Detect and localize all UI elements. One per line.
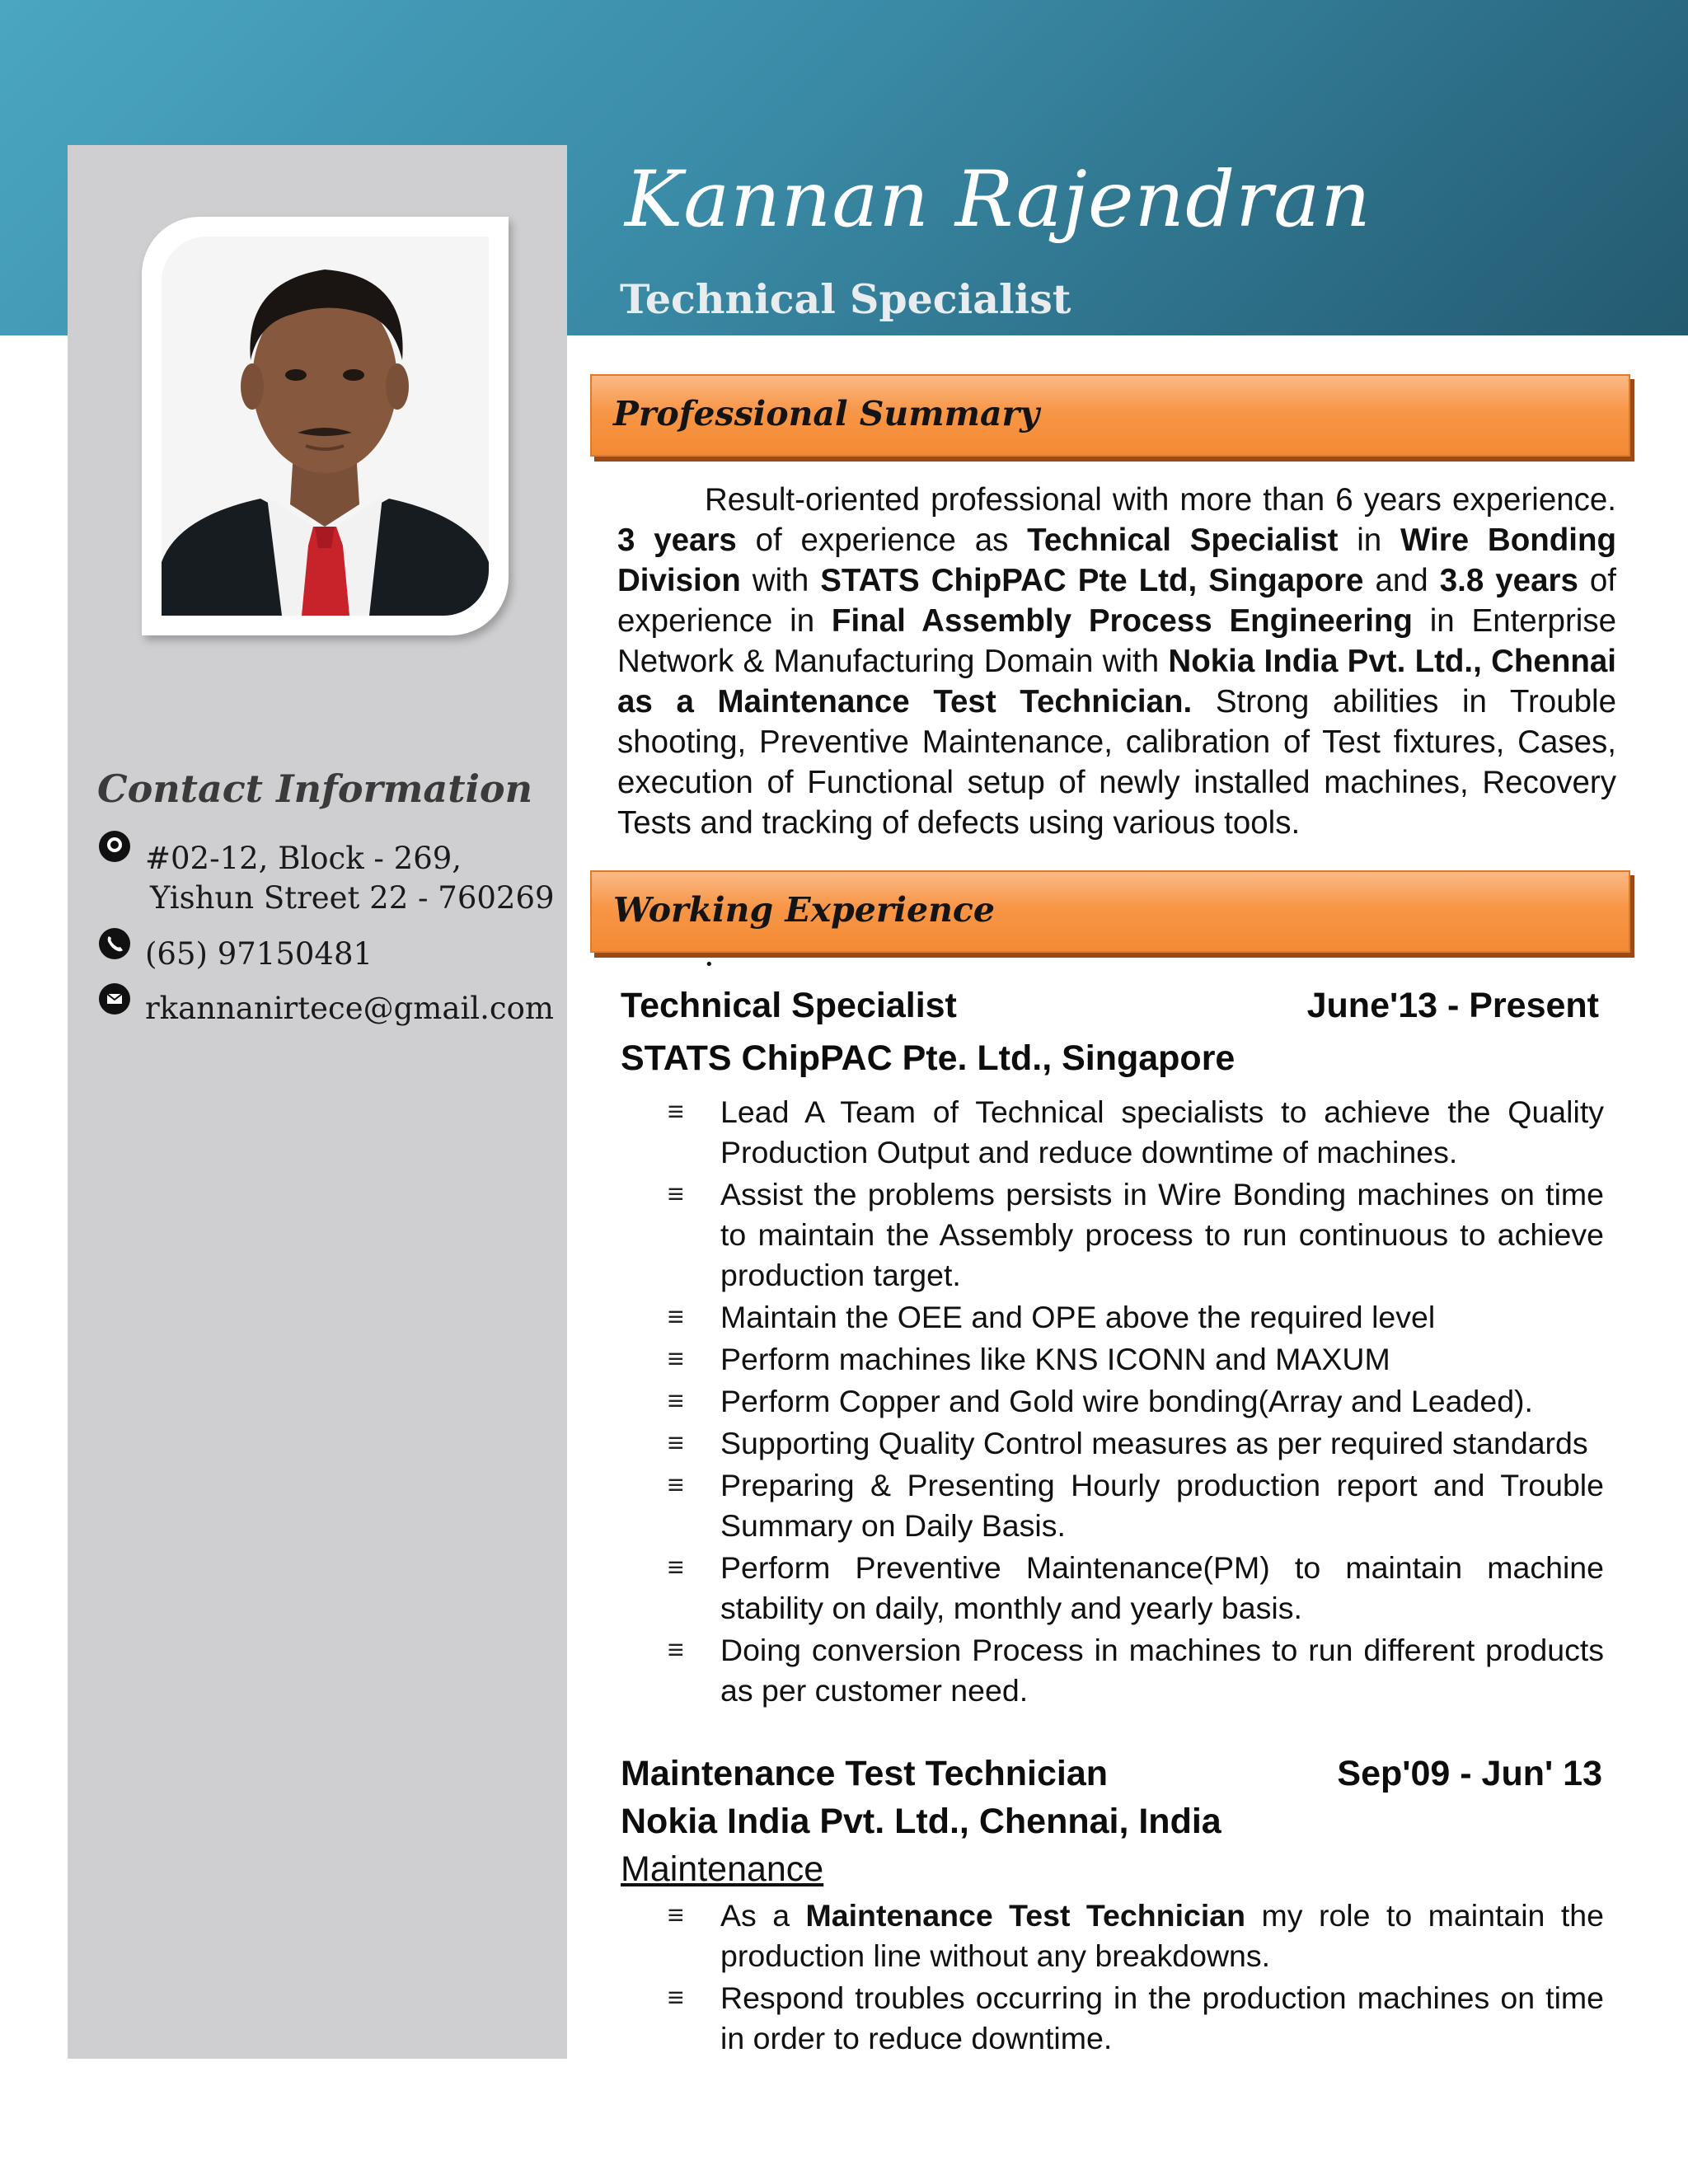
job-1-company: STATS ChipPAC Pte. Ltd., Singapore: [621, 1038, 1236, 1078]
job-1-date: June'13 - Present: [1306, 986, 1599, 1025]
bullet-icon: ≡: [668, 1427, 684, 1459]
summary-paragraph: [617, 480, 1616, 843]
list-item: ≡ Perform machines like KNS ICONN and MAXUM: [668, 1339, 1604, 1380]
job-1-responsibilities: [668, 1092, 1604, 1713]
summary-bold: Final Assembly Process Engineering: [831, 603, 1413, 639]
list-item: ≡ Supporting Quality Control measures as per required standards: [668, 1423, 1604, 1464]
address-line-2: Yishun Street 22 - 760269: [150, 880, 555, 916]
summary-bold: 3.8 years: [1439, 563, 1578, 598]
summary-bold: 3 years: [617, 523, 737, 558]
email-address: rkannanirtece@gmail.com: [145, 991, 554, 1026]
bullet-icon: ≡: [668, 1343, 684, 1375]
email-icon: [99, 983, 130, 1015]
bullet-icon: ≡: [668, 1385, 684, 1417]
job-2-title: Maintenance Test Technician: [621, 1754, 1108, 1793]
portrait-illustration: [162, 237, 489, 616]
list-item: ≡ Preparing & Presenting Hourly production report and Trouble Summary on Daily Basis.: [668, 1465, 1604, 1546]
summary-text: Result-oriented professional with more than 6 years experience.: [705, 482, 1616, 518]
summary-section-title: Professional Summary: [613, 394, 1039, 434]
job-2-date: Sep'09 - Jun' 13: [1337, 1754, 1602, 1793]
bullet-icon: ≡: [668, 1301, 684, 1333]
experience-section-title: Working Experience: [613, 890, 995, 930]
summary-section-bar: [590, 374, 1630, 457]
bullet-icon: ≡: [668, 1634, 684, 1666]
bullet-icon: ≡: [668, 1179, 684, 1210]
summary-text: and: [1363, 563, 1440, 598]
experience-section-bar: [590, 870, 1630, 953]
summary-bold: Wire Bonding Division: [617, 523, 1617, 598]
job-2-subheading: Maintenance: [621, 1849, 824, 1889]
phone-icon: [99, 928, 130, 959]
summary-bold: Technical Specialist: [1027, 523, 1339, 558]
summary-text: in: [1338, 523, 1401, 558]
summary-bold: STATS ChipPAC Pte Ltd, Singapore: [820, 563, 1364, 598]
bullet-icon: ≡: [668, 1982, 684, 2013]
summary-text: of experience in: [617, 563, 1617, 639]
candidate-role: Technical Specialist: [620, 275, 1071, 323]
summary-text: of experience as: [736, 523, 1028, 558]
bullet-icon: ≡: [668, 1900, 684, 1931]
phone-number: (65) 97150481: [145, 936, 373, 972]
summary-text: Strong abilities in Trouble shooting, Preventive Maintenance, calibration of Test fixtures, Cases, execution of Functional setup of newly installed machines, Recovery Tests and tracking of defects using various tools.: [617, 684, 1616, 841]
candidate-name: Kannan Rajendran: [625, 155, 1372, 245]
location-pin-icon: [99, 831, 130, 862]
profile-photo: [162, 237, 489, 616]
job-2-company: Nokia India Pvt. Ltd., Chennai, India: [621, 1802, 1221, 1841]
list-item: ≡ Assist the problems persists in Wire Bonding machines on time to maintain the Assembly process to run continuous to achieve production target.: [668, 1174, 1604, 1296]
summary-text: in Enterprise Network & Manufacturing Domain with: [617, 603, 1616, 679]
list-item: ≡ As a Maintenance Test Technician my role to maintain the production line without any breakdowns.: [668, 1896, 1604, 1976]
list-item: ≡ Doing conversion Process in machines to run different products as per customer need.: [668, 1630, 1604, 1711]
list-item: ≡ Perform Copper and Gold wire bonding(Array and Leaded).: [668, 1381, 1604, 1422]
summary-bold: Nokia India Pvt. Ltd., Chennai as a Maintenance Test Technician.: [617, 644, 1616, 719]
bullet-icon: ≡: [668, 1552, 684, 1583]
bullet-icon: ≡: [668, 1469, 684, 1501]
stray-dot: •: [705, 956, 714, 973]
photo-frame: [142, 217, 509, 635]
job-2-responsibilities: [668, 1896, 1604, 2060]
summary-text: with: [740, 563, 821, 598]
contact-heading: Contact Information: [97, 766, 533, 811]
list-item: ≡ Maintain the OEE and OPE above the required level: [668, 1297, 1604, 1338]
address-line-1: #02-12, Block - 269,: [145, 841, 462, 876]
list-item: ≡ Perform Preventive Maintenance(PM) to maintain machine stability on daily, monthly and yearly basis.: [668, 1548, 1604, 1629]
job-1-title: Technical Specialist: [621, 986, 957, 1025]
list-item: ≡ Lead A Team of Technical specialists to achieve the Quality Production Output and reduce downtime of machines.: [668, 1092, 1604, 1173]
list-item: ≡ Respond troubles occurring in the production machines on time in order to reduce downtime.: [668, 1978, 1604, 2059]
bullet-icon: ≡: [668, 1096, 684, 1127]
